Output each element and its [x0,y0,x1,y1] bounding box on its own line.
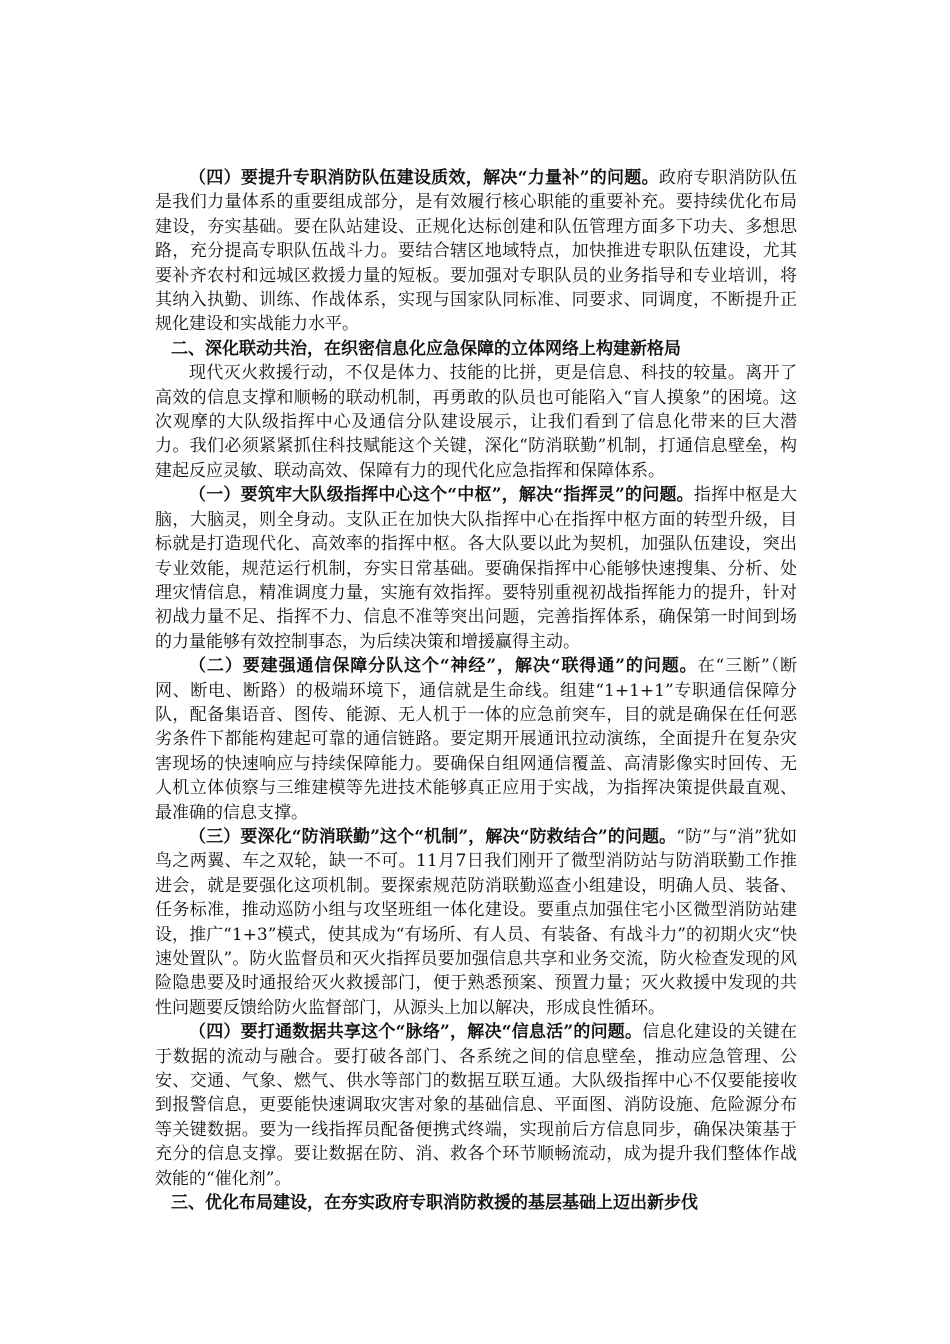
paragraph-lead: （一）要筑牢大队级指挥中心这个“中枢”，解决“指挥灵”的问题。 [189,485,694,506]
paragraph-lead: （四）要打通数据共享这个“脉络”，解决“信息活”的问题。 [189,1022,643,1043]
paragraph-lead: （四）要提升专职消防队伍建设质效，解决“力量补”的问题。 [189,168,659,188]
paragraph-section-2-item-3 [155,825,797,1020]
paragraph-text: 信息化建设的关键在于数据的流动与融合。要打破各部门、各系统之间的信息壁垒，推动应急管理、公安、交通、气象、燃气、供水等部门的数据互联互通。大队级指挥中心不仅要能接收到报警信息，更要能快速调取灾害对象的基础信息、平面图、消防设施、危险源分布等关键数据。要为一线指挥员配备便携式终端，实现前后方信息同步，确保决策基于充分的信息支撑。要让数据在防、消、救各个环节顺畅流动，成为提升我们整体作战效能的“催化剂”。 [155,1022,797,1189]
paragraph-text: 现代灭火救援行动，不仅是体力、技能的比拼，更是信息、科技的较量。离开了高效的信息支撑和顺畅的联动机制，再勇敢的队员也可能陷入“盲人摸象”的困境。这次观摩的大队级指挥中心及通信分队建设展示，让我们看到了信息化带来的巨大潜力。我们必须紧紧抓住科技赋能这个关键，深化“防消联勤”机制，打通信息壁垒，构建起反应灵敏、联动高效、保障有力的现代化应急指挥和保障体系。 [155,363,797,481]
section-heading-3: 三、优化布局建设，在夯实政府专职消防救援的基层基础上迈出新步伐 [171,1193,698,1214]
paragraph-section-2-item-4 [155,1020,797,1191]
paragraph-text: 政府专职消防队伍是我们力量体系的重要组成部分，是有效履行核心职能的重要补充。要持续优化布局建设，夯实基础。要在队站建设、正规化达标创建和队伍管理方面多下功夫、多想思路，充分提高专职队伍战斗力。要结合辖区地域特点，加快推进专职队伍建设，尤其要补齐农村和远城区救援力量的短板。要加强对专职队员的业务指导和专业培训，将其纳入执勤、训练、作战体系，实现与国家队同标准、同要求、同调度，不断提升正规化建设和实战能力水平。 [155,168,797,335]
paragraph-section-2-intro [155,361,797,483]
paragraph-section-1-item-4 [155,166,797,337]
paragraph-section-2-item-2 [155,654,797,825]
paragraph-lead: （二）要建强通信保障分队这个“神经”，解决“联得通”的问题。 [189,656,698,677]
paragraph-text: “防”与“消”犹如鸟之两翼、车之双轮，缺一不可。11月7日我们刚开了微型消防站与防消联勤工作推进会，就是要强化这项机制。要探索规范防消联勤巡查小组建设，明确人员、装备、任务标准，推动巡防小组与攻坚班组一体化建设。要重点加强住宅小区微型消防站建设，推广“1+3”模式，使其成为“有场所、有人员、有装备、有战斗力”的初期火灾“快速处置队”。防火监督员和灭火指挥员要加强信息共享和业务交流，防火检查发现的风险隐患要及时通报给灭火救援部门，便于熟悉预案、预置力量；灭火救援中发现的共性问题要反馈给防火监督部门，从源头上加以解决，形成良性循环。 [155,826,797,1018]
paragraph-text: 在“三断”（断网、断电、断路）的极端环境下，通信就是生命线。组建“1+1+1”专职通信保障分队，配备集语音、图传、能源、无人机于一体的应急前突车，目的就是确保在任何恶劣条件下都能构建起可靠的通信链路。要定期开展通讯拉动演练，全面提升在复杂灾害现场的快速响应与持续保障能力。要确保自组网通信覆盖、高清影像实时回传、无人机立体侦察与三维建模等先进技术能够真正应用于实战，为指挥决策提供最直观、最准确的信息支撑。 [155,656,797,823]
paragraph-lead: （三）要深化“防消联勤”这个“机制”，解决“防救结合”的问题。 [189,826,677,847]
section-heading-2: 二、深化联动共治，在织密信息化应急保障的立体网络上构建新格局 [171,338,681,359]
paragraph-text: 指挥中枢是大脑，大脑灵，则全身动。支队正在加快大队指挥中心在指挥中枢方面的转型升级，目标就是打造现代化、高效率的指挥中枢。各大队要以此为契机，加强队伍建设，突出专业效能，规范运行机制，夯实日常基础。要确保指挥中心能够快速搜集、分析、处理灾情信息，精准调度力量，实施有效指挥。要特别重视初战指挥能力的提升，针对初战力量不足、指挥不力、信息不准等突出问题，完善指挥体系，确保第一时间到场的力量能够有效控制事态，为后续决策和增援赢得主动。 [155,485,797,652]
paragraph-section-2-item-1 [155,483,797,654]
document-body [155,166,797,1215]
